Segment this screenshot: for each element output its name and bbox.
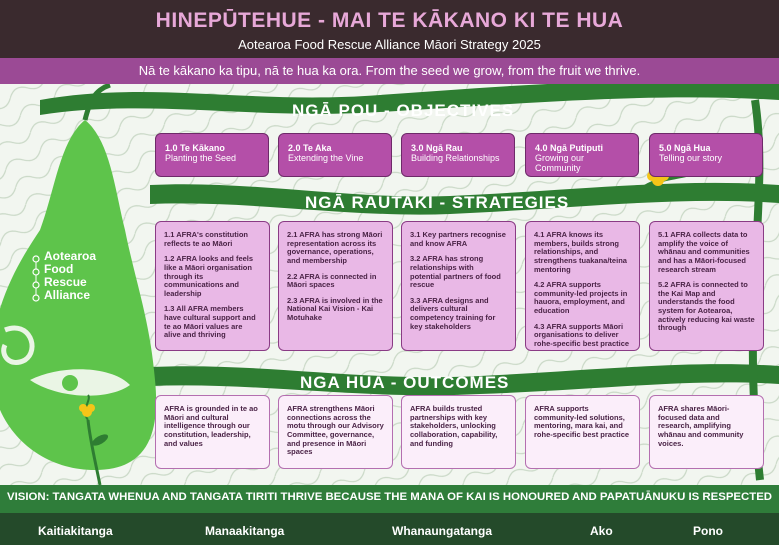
outcomes-heading: NGA HUA - OUTCOMES bbox=[300, 373, 510, 392]
objective-card-4 bbox=[525, 133, 639, 177]
objective-label: Telling our story bbox=[659, 153, 723, 163]
strategy-item: 3.2 AFRA has strong relationships with potential partners of food rescue bbox=[410, 254, 501, 290]
strategy-card-1 bbox=[155, 221, 270, 351]
strategy-item: 4.3 AFRA supports Māori organisations to deliver rohe-specific best practice bbox=[534, 321, 630, 348]
strategy-item: 2.1 AFRA has strong Māori representation across its governance, operations, and membership bbox=[287, 230, 383, 265]
objective-card-2 bbox=[278, 133, 392, 177]
outcome-card-2: AFRA strengthens Māori connections across the motu through our Advisory Committee, governance, and presence in Māori spaces bbox=[278, 395, 393, 469]
outcome-card-1: AFRA is grounded in te ao Māori and cultural intelligence through our constitution, leadership, and values bbox=[155, 395, 270, 469]
strategy-item: 4.2 AFRA supports community-led projects in hauora, employment, and education bbox=[534, 280, 628, 315]
value-pono: Pono bbox=[693, 524, 723, 538]
strategy-card-5 bbox=[649, 221, 764, 351]
logo-line-2: Food bbox=[44, 262, 74, 276]
strategy-item: 2.3 AFRA is involved in the National Kai Vision - Kai Motuhake bbox=[287, 295, 383, 322]
strategy-card-4 bbox=[525, 221, 640, 351]
strategy-item: 1.2 AFRA looks and feels like a Māori organisation through its communications and leadership bbox=[164, 254, 254, 298]
strategy-item: 5.2 AFRA is connected to the Kai Map and understands the food system for Aotearoa, actively reducing kai waste through bbox=[658, 280, 755, 333]
strategy-item: 4.1 AFRA knows its members, builds strong relationships, and strengthens tuakana/teina mentoring bbox=[534, 230, 627, 274]
outcome-card-5: AFRA shares Māori-focused data and research, amplifying whānau and community voices. bbox=[649, 395, 764, 469]
logo-icon bbox=[32, 255, 40, 305]
value-kaitiakitanga: Kaitiakitanga bbox=[38, 524, 113, 538]
strategy-item: 3.1 Key partners recognise and know AFRA bbox=[410, 230, 506, 248]
strategy-item: 3.3 AFRA designs and delivers cultural competency training for key stakeholders bbox=[410, 295, 496, 331]
strategy-item: 5.1 AFRA collects data to amplify the voice of whānau and communities and has a Māori-focused research stream bbox=[658, 230, 750, 274]
logo-line-3: Rescue bbox=[44, 275, 87, 289]
afra-logo bbox=[44, 250, 124, 302]
strategy-card-3 bbox=[401, 221, 516, 351]
objective-label: Planting the Seed bbox=[165, 153, 237, 163]
objective-card-5 bbox=[649, 133, 763, 177]
objective-label: Building Relationships bbox=[411, 153, 500, 163]
strategies-heading: NGĀ RAUTAKI - STRATEGIES bbox=[305, 193, 570, 212]
objectives-heading: NGĀ POU - OBJECTIVES bbox=[292, 101, 515, 120]
strategy-card-2 bbox=[278, 221, 393, 351]
values-bar bbox=[0, 513, 779, 545]
objective-number: 1.0 Te Kākano bbox=[165, 143, 225, 153]
tagline: Nā te kākano ka tipu, nā te hua ka ora. From the seed we grow, from the fruit we thrive. bbox=[138, 63, 641, 78]
objective-number: 5.0 Ngā Hua bbox=[659, 143, 711, 153]
strategy-item: 1.1 AFRA's constitution reflects te ao Māori bbox=[164, 230, 249, 248]
page-title: HINEPŪTEHUE - MAI TE KĀKANO KI TE HUA bbox=[155, 9, 624, 32]
objective-number: 3.0 Ngā Rau bbox=[411, 143, 463, 153]
value-manaakitanga: Manaakitanga bbox=[205, 524, 285, 538]
strategy-item: 1.3 All AFRA members have cultural support and te ao Māori values are alive and thriving bbox=[164, 304, 256, 340]
logo-line-4: Alliance bbox=[44, 288, 91, 302]
objective-number: 4.0 Ngā Putiputi bbox=[535, 143, 604, 153]
page-subtitle: Aotearoa Food Rescue Alliance Māori Strategy 2025 bbox=[238, 37, 541, 52]
objective-card-3 bbox=[401, 133, 515, 177]
outcome-card-4: AFRA supports community-led solutions, mentoring, mara kai, and rohe-specific best practice bbox=[525, 395, 640, 469]
value-whanaungatanga: Whanaungatanga bbox=[392, 524, 493, 538]
objective-label: Extending the Vine bbox=[288, 153, 364, 163]
outcome-card-3: AFRA builds trusted partnerships with key stakeholders, unlocking collaboration, capability, and funding bbox=[401, 395, 516, 469]
objective-card-1 bbox=[155, 133, 269, 177]
vision-statement: VISION: TANGATA WHENUA AND TANGATA TIRITI THRIVE BECAUSE THE MANA OF KAI IS HONOURED AND PAPATUĀNUKU IS RESPECTED bbox=[6, 491, 773, 503]
strategy-item: 2.2 AFRA is connected in Māori spaces bbox=[287, 271, 377, 290]
logo-line-1: Aotearoa bbox=[44, 249, 97, 263]
objective-number: 2.0 Te Aka bbox=[288, 143, 332, 153]
objective-label: Growing our Community bbox=[535, 153, 585, 173]
value-ako: Ako bbox=[590, 524, 613, 538]
